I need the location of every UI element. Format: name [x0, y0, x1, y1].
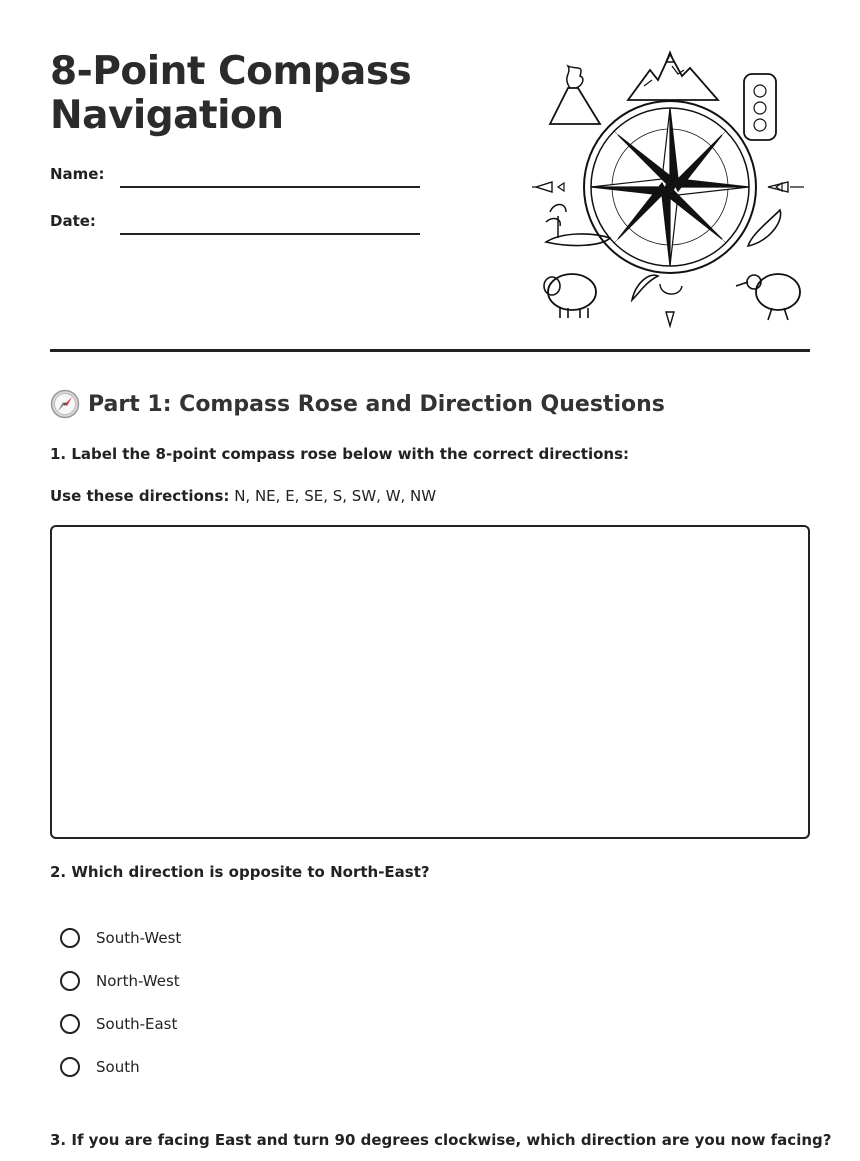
part1-heading — [50, 388, 665, 420]
part1-title: Part 1: Compass Rose and Direction Questions — [88, 391, 665, 417]
header-divider — [50, 349, 810, 352]
radio-button[interactable] — [60, 1057, 80, 1077]
option-south[interactable] — [60, 1055, 181, 1079]
compass-icon — [50, 389, 80, 419]
option-label: North-West — [96, 972, 180, 990]
option-south-east[interactable] — [60, 1012, 181, 1036]
question-1: 1. Label the 8-point compass rose below with the correct directions: — [50, 445, 630, 463]
option-north-west[interactable] — [60, 969, 181, 993]
compass-label-answer-box[interactable] — [50, 525, 810, 839]
radio-button[interactable] — [60, 971, 80, 991]
hint-label: Use these directions: — [50, 487, 230, 505]
question-2-options — [60, 926, 181, 1098]
date-field[interactable] — [120, 233, 420, 235]
title-line-1: 8-Point Compass — [50, 49, 412, 94]
option-south-west[interactable] — [60, 926, 181, 950]
question-3: 3. If you are facing East and turn 90 degrees clockwise, which direction are you now facing? — [50, 1131, 832, 1149]
compass-rose-illustration — [532, 46, 808, 330]
name-label: Name: — [50, 165, 105, 183]
date-label: Date: — [50, 212, 96, 230]
hint-values: N, NE, E, SE, S, SW, W, NW — [234, 487, 437, 505]
question-2: 2. Which direction is opposite to North-East? — [50, 863, 430, 881]
title-line-2: Navigation — [50, 93, 284, 138]
name-field[interactable] — [120, 186, 420, 188]
worksheet-title — [50, 50, 411, 138]
option-label: South-West — [96, 929, 182, 947]
option-label: South-East — [96, 1015, 178, 1033]
radio-button[interactable] — [60, 928, 80, 948]
directions-hint — [50, 487, 436, 505]
option-label: South — [96, 1058, 140, 1076]
radio-button[interactable] — [60, 1014, 80, 1034]
